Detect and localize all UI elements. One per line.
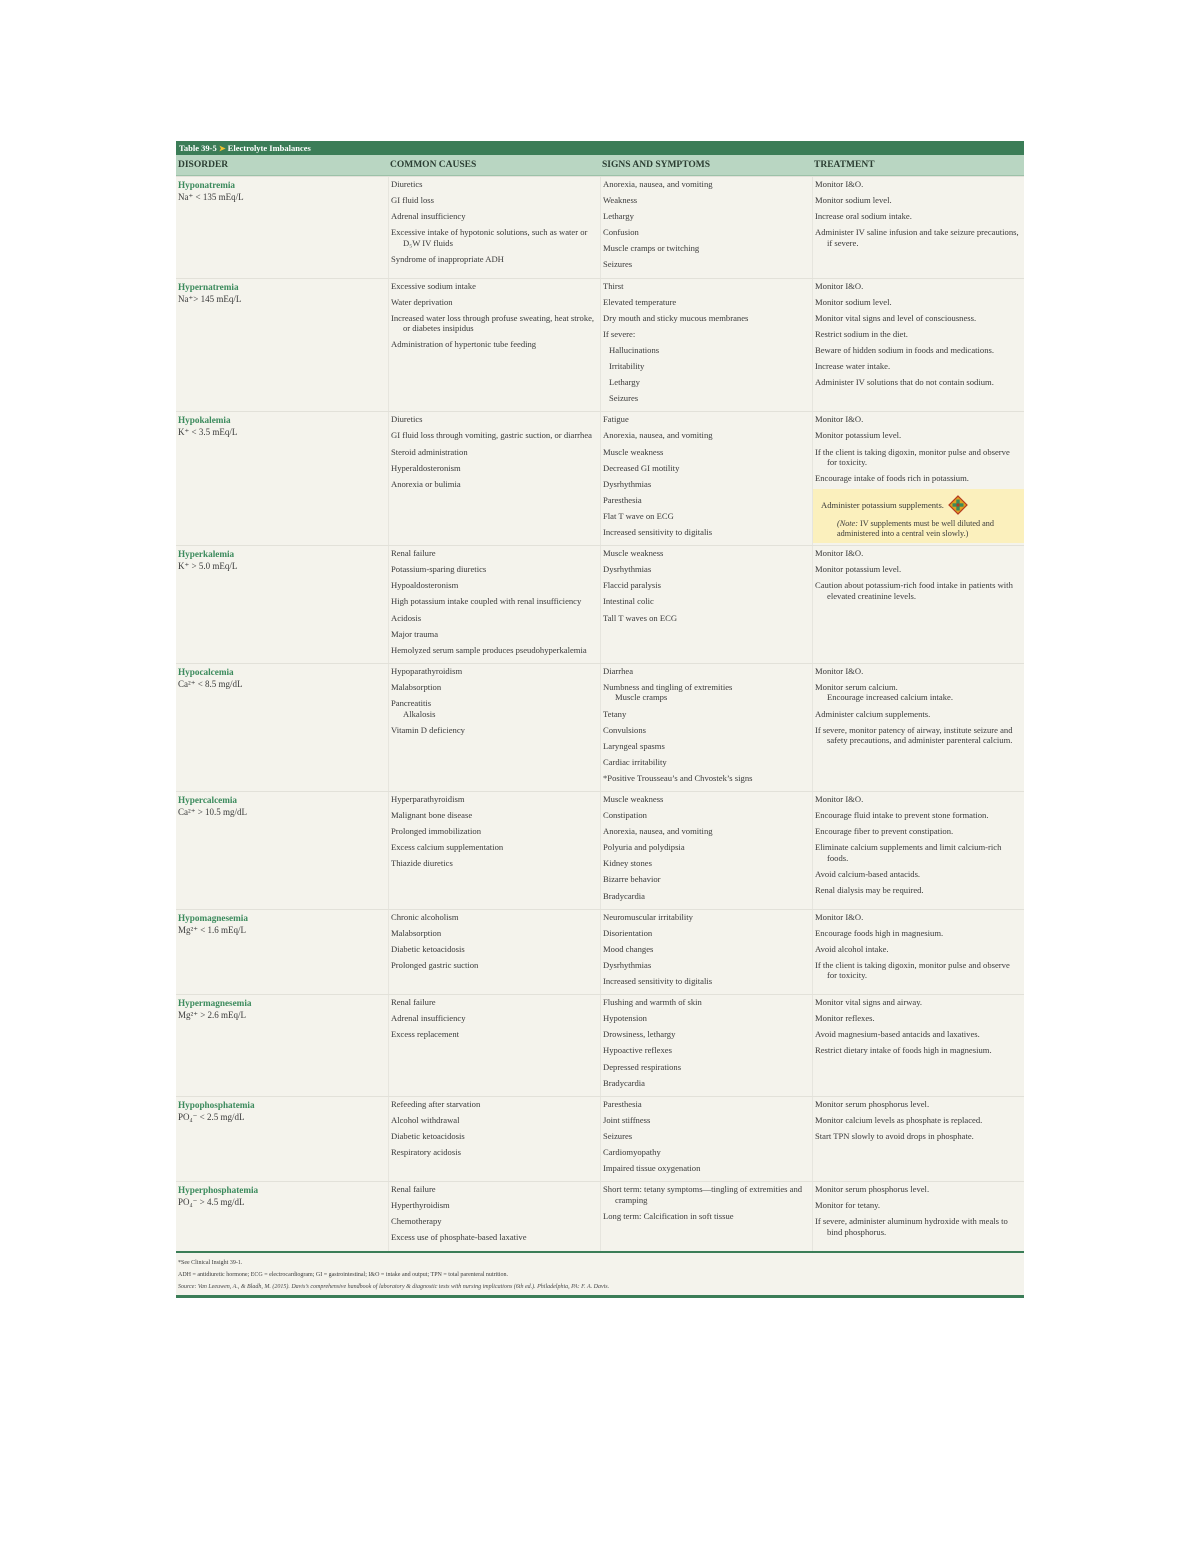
causes-cell <box>388 792 600 909</box>
treatment-cell <box>812 995 1024 1096</box>
treatment-item: Monitor I&O. <box>815 794 864 804</box>
cause-item: Potassium-sparing diuretics <box>391 564 487 575</box>
sign-item: Increased sensitivity to digitalis <box>603 526 713 537</box>
safety-highlight-box <box>813 489 1024 543</box>
table-label: Table 39-5 <box>179 143 217 153</box>
treatment-item: If severe, monitor patency of airway, institute seizure and safety precautions, and administer parenteral calcium. <box>815 724 1013 746</box>
table-row <box>176 176 1024 278</box>
treatment-cell <box>812 910 1024 994</box>
sign-item: Neuromuscular irritability <box>603 911 693 922</box>
disorder-cell <box>176 792 388 909</box>
sign-item: Confusion <box>603 227 639 238</box>
sign-item: Long term: Calcification in soft tissue <box>603 1210 734 1221</box>
sign-item: Anorexia, nausea, and vomiting <box>603 826 713 837</box>
treatment-item: Monitor I&O. <box>815 665 864 676</box>
sign-item: Paresthesia <box>603 1098 642 1109</box>
treatment-item: Monitor calcium levels as phosphate is replaced. <box>815 1114 983 1125</box>
treatment-item: Monitor I&O. <box>815 548 864 559</box>
sign-item: Bizarre behavior <box>603 874 661 885</box>
table-row <box>176 1096 1024 1181</box>
cause-item: Excess calcium supplementation <box>391 842 504 853</box>
header-treatment: TREATMENT <box>814 160 875 170</box>
cause-item: Hemolyzed serum sample produces pseudohyperkalemia <box>391 644 587 655</box>
treatment-item: Monitor for tetany. <box>815 1200 881 1211</box>
sign-item: Constipation <box>603 810 647 821</box>
table-row <box>176 411 1024 545</box>
disorder-cell <box>176 910 388 994</box>
treatment-item: Beware of hidden sodium in foods and medications. <box>815 344 995 355</box>
sign-item: Depressed respirations <box>603 1061 682 1072</box>
cause-item: GI fluid loss <box>391 195 434 206</box>
cause-item: Malabsorption <box>391 927 442 938</box>
cause-item: Hyperparathyroidism <box>391 794 465 804</box>
treatment-item: Monitor potassium level. <box>815 430 902 441</box>
treatment-item: If the client is taking digoxin, monitor pulse and observe for toxicity. <box>815 446 1010 467</box>
disorder-range: K⁺ > 5.0 mEq/L <box>178 561 238 572</box>
sign-item: Disorientation <box>603 927 653 938</box>
title-arrow-icon: ➤ <box>218 144 226 153</box>
disorder-name: Hyperkalemia <box>178 549 235 560</box>
highlight-note-text: IV supplements must be well diluted and administered into a central vein slowly.) <box>837 519 994 539</box>
cause-item: Thiazide diuretics <box>391 858 453 869</box>
cause-item: Diabetic ketoacidosis <box>391 943 465 954</box>
sign-item: Irritability <box>609 361 645 372</box>
sign-item: Seizures <box>603 259 633 270</box>
footnote: *See Clinical Insight 39-1. <box>178 1259 243 1266</box>
cause-item: Hypoparathyroidism <box>391 665 463 676</box>
cause-item: Malignant bone disease <box>391 810 473 821</box>
disorder-name: Hyperphosphatemia <box>178 1185 259 1196</box>
sign-item: Tall T waves on ECG <box>603 612 678 623</box>
treatment-item: Monitor I&O. <box>815 414 864 425</box>
abbreviations: ADH = antidiuretic hormone; ECG = electrocardiogram; GI = gastrointestinal; I&O = intake and output; TPN = total parenteral nutrition. <box>178 1271 509 1278</box>
sign-item: Muscle weakness <box>603 794 664 804</box>
sign-item: Flat T wave on ECG <box>603 510 674 521</box>
cause-item: Prolonged immobilization <box>391 826 481 837</box>
sign-item: Dysrhythmias <box>603 478 652 489</box>
cause-item: Syndrome of inappropriate ADH <box>391 253 504 264</box>
sign-item: Bradycardia <box>603 1077 645 1088</box>
treatment-item: Increase water intake. <box>815 361 891 372</box>
disorder-range: PO₄⁻ < 2.5 mg/dL <box>178 1111 245 1122</box>
cause-item: Acidosis <box>391 612 422 623</box>
disorder-name: Hypocalcemia <box>178 666 234 677</box>
sign-item: Lethargy <box>603 211 634 222</box>
signs-cell <box>600 412 812 545</box>
cause-item: Excessive intake of hypotonic solutions, such as water or D₅W IV fluids <box>391 227 588 248</box>
sign-item: *Positive Trousseau’s and Chvostek’s signs <box>603 772 753 783</box>
cause-item: Excess use of phosphate-based laxative <box>391 1232 527 1243</box>
causes-cell <box>388 279 600 412</box>
sign-item: Tetany <box>603 708 627 719</box>
treatment-item: Monitor potassium level. <box>815 564 902 575</box>
cause-item: Water deprivation <box>391 296 453 307</box>
disorder-range: Na⁺> 145 mEq/L <box>178 293 242 304</box>
treatment-item: Encourage fluid intake to prevent stone formation. <box>815 810 989 821</box>
sign-item: Bradycardia <box>603 890 645 901</box>
disorder-range: Mg²⁺ < 1.6 mEq/L <box>178 924 247 935</box>
sign-item: Seizures <box>603 1130 633 1141</box>
sign-item: Cardiomyopathy <box>603 1146 661 1157</box>
cause-item: Hyperaldosteronism <box>391 462 461 473</box>
treatment-cell <box>812 546 1024 663</box>
treatment-item: Monitor vital signs and level of consciousness. <box>815 312 977 323</box>
source-citation: Source: Van Leeuwen, A., & Bladh, M. (2015). Davis’s comprehensive handbook of laboratory & diagnostic tests with nursing implications (6th ed.). Philadelphia, PA: F. A. Davis. <box>178 1283 610 1290</box>
treatment-item: Restrict dietary intake of foods high in magnesium. <box>815 1045 992 1056</box>
disorder-name: Hypokalemia <box>178 415 231 426</box>
disorder-cell <box>176 1097 388 1181</box>
sign-item: Muscle weakness <box>603 548 664 559</box>
treatment-cell <box>812 792 1024 909</box>
cause-item: Excess replacement <box>391 1029 459 1040</box>
treatment-item: Increase oral sodium intake. <box>815 211 912 222</box>
sign-item: Intestinal colic <box>603 596 654 607</box>
treatment-cell <box>812 177 1024 278</box>
cause-item: Anorexia or bulimia <box>391 478 461 489</box>
cause-item: Prolonged gastric suction <box>391 959 479 970</box>
signs-cell <box>600 664 812 791</box>
treatment-item: Monitor serum calcium. Encourage increased calcium intake. <box>815 681 953 703</box>
treatment-cell <box>812 664 1024 791</box>
treatment-item: Monitor serum phosphorus level. <box>815 1184 930 1195</box>
treatment-item: Administer calcium supplements. <box>815 708 931 719</box>
disorder-cell <box>176 664 388 791</box>
disorder-range: Na⁺ < 135 mEq/L <box>178 192 244 202</box>
signs-cell <box>600 546 812 663</box>
cause-item: Diuretics <box>391 179 423 189</box>
cause-item: Vitamin D deficiency <box>391 724 465 735</box>
cause-item: Malabsorption <box>391 681 442 692</box>
sign-item: Weakness <box>603 195 638 206</box>
sign-item: Numbness and tingling of extremities Muscle cramps <box>603 681 733 703</box>
electrolyte-table <box>176 141 1024 1298</box>
cause-item: Respiratory acidosis <box>391 1146 461 1157</box>
sign-item: Mood changes <box>603 943 654 954</box>
cause-item: Alcohol withdrawal <box>391 1114 460 1125</box>
table-row <box>176 791 1024 909</box>
disorder-range: Mg²⁺ > 2.6 mEq/L <box>178 1010 247 1021</box>
sign-item: If severe: <box>603 328 636 339</box>
cause-item: Diabetic ketoacidosis <box>391 1130 465 1141</box>
treatment-item: Restrict sodium in the diet. <box>815 328 908 339</box>
signs-cell <box>600 910 812 994</box>
causes-cell <box>388 910 600 994</box>
cause-item: Pancreatitis Alkalosis <box>391 698 436 719</box>
treatment-item: Encourage fiber to prevent constipation. <box>815 826 954 837</box>
cause-item: Major trauma <box>391 628 439 639</box>
causes-cell <box>388 664 600 791</box>
disorder-range: Ca²⁺ < 8.5 mg/dL <box>178 678 243 689</box>
sign-item: Anorexia, nausea, and vomiting <box>603 179 713 189</box>
sign-item: Kidney stones <box>603 858 652 869</box>
treatment-item: Avoid alcohol intake. <box>815 943 889 954</box>
sign-item: Elevated temperature <box>603 296 677 307</box>
table-row <box>176 663 1024 791</box>
treatment-item: Monitor I&O. <box>815 280 864 291</box>
treatment-item: Monitor I&O. <box>815 179 864 189</box>
treatment-cell <box>812 1182 1024 1250</box>
cause-item: High potassium intake coupled with renal insufficiency <box>391 596 582 607</box>
sign-item: Anorexia, nausea, and vomiting <box>603 430 713 441</box>
causes-cell <box>388 412 600 545</box>
sign-item: Seizures <box>609 393 639 404</box>
table-row <box>176 909 1024 994</box>
causes-cell <box>388 1097 600 1181</box>
table-title-bar <box>176 141 1024 155</box>
treatment-item: Monitor reflexes. <box>815 1013 875 1024</box>
sign-item: Short term: tetany symptoms—tingling of extremities and cramping <box>603 1184 803 1205</box>
header-signs-and-symptoms: SIGNS AND SYMPTOMS <box>602 160 711 170</box>
header-common-causes: COMMON CAUSES <box>390 160 477 170</box>
disorder-cell <box>176 412 388 545</box>
cause-item: Refeeding after starvation <box>391 1098 481 1109</box>
sign-item: Decreased GI motility <box>603 462 680 473</box>
table-row <box>176 994 1024 1096</box>
causes-cell <box>388 177 600 278</box>
treatment-item: Eliminate calcium supplements and limit calcium-rich foods. <box>815 842 1002 863</box>
signs-cell <box>600 279 812 412</box>
treatment-item: Encourage foods high in magnesium. <box>815 927 944 938</box>
treatment-item: Start TPN slowly to avoid drops in phosphate. <box>815 1130 974 1141</box>
cause-item: Hyperthyroidism <box>391 1200 450 1211</box>
treatment-item: Administer IV solutions that do not contain sodium. <box>815 377 994 388</box>
table-row <box>176 1181 1024 1250</box>
treatment-item: Monitor I&O. <box>815 911 864 922</box>
cause-item: Adrenal insufficiency <box>391 211 466 222</box>
sign-item: Paresthesia <box>603 494 642 505</box>
cause-item: Chemotherapy <box>391 1216 442 1227</box>
disorder-cell <box>176 279 388 412</box>
disorder-cell <box>176 995 388 1096</box>
cause-item: Increased water loss through profuse sweating, heat stroke, or diabetes insipidus <box>391 312 595 334</box>
disorder-name: Hypernatremia <box>178 281 239 292</box>
disorder-name: Hypophosphatemia <box>178 1099 255 1110</box>
table-header-row <box>176 155 1024 176</box>
sign-item: Muscle weakness <box>603 446 664 457</box>
sign-item: Dry mouth and sticky mucous membranes <box>603 312 749 323</box>
causes-cell <box>388 546 600 663</box>
sign-item: Drowsiness, lethargy <box>603 1029 676 1040</box>
table-row <box>176 545 1024 663</box>
signs-cell <box>600 1097 812 1181</box>
disorder-name: Hypercalcemia <box>178 795 238 805</box>
disorder-cell <box>176 546 388 663</box>
treatment-item: If the client is taking digoxin, monitor pulse and observe for toxicity. <box>815 959 1010 981</box>
highlight-note-label: (Note: <box>837 519 858 529</box>
disorder-name: Hypomagnesemia <box>178 912 248 923</box>
disorder-range: K⁺ < 3.5 mEq/L <box>178 427 238 438</box>
disorder-range: Ca²⁺ > 10.5 mg/dL <box>178 807 248 817</box>
table-footer <box>176 1251 1024 1298</box>
sign-item: Dysrhythmias <box>603 564 652 575</box>
sign-item: Cardiac irritability <box>603 756 667 767</box>
treatment-item: Administer IV saline infusion and take seizure precautions, if severe. <box>815 227 1019 248</box>
sign-item: Flushing and warmth of skin <box>603 997 702 1008</box>
treatment-item: Avoid magnesium-based antacids and laxatives. <box>815 1029 980 1040</box>
header-disorder: DISORDER <box>178 160 229 170</box>
cause-item: Excessive sodium intake <box>391 280 476 291</box>
cause-item: Renal failure <box>391 548 436 559</box>
treatment-item: Avoid calcium-based antacids. <box>815 868 921 879</box>
signs-cell <box>600 792 812 909</box>
sign-item: Hypotension <box>603 1013 647 1024</box>
disorder-cell <box>176 1182 388 1250</box>
treatment-cell <box>812 412 1024 545</box>
sign-item: Diarrhea <box>603 665 634 676</box>
treatment-cell <box>812 279 1024 412</box>
cause-item: GI fluid loss through vomiting, gastric suction, or diarrhea <box>391 430 592 441</box>
cause-item: Adrenal insufficiency <box>391 1013 466 1024</box>
disorder-range: PO₄⁻ > 4.5 mg/dL <box>178 1197 245 1208</box>
signs-cell <box>600 177 812 278</box>
treatment-item: If severe, administer aluminum hydroxide with meals to bind phosphorus. <box>815 1216 1008 1237</box>
table-title: Electrolyte Imbalances <box>227 143 311 153</box>
cause-item: Diuretics <box>391 414 423 425</box>
disorder-name: Hypermagnesemia <box>178 998 252 1009</box>
treatment-item: Monitor vital signs and airway. <box>815 997 923 1008</box>
sign-item: Fatigue <box>603 414 629 425</box>
sign-item: Thirst <box>603 280 624 291</box>
treatment-item: Monitor serum phosphorus level. <box>815 1098 930 1109</box>
table-body <box>176 176 1024 1251</box>
sign-item: Joint stiffness <box>603 1114 651 1125</box>
sign-item: Polyuria and polydipsia <box>603 842 685 853</box>
treatment-item: Caution about potassium-rich food intake in patients with elevated creatinine levels. <box>815 580 1013 601</box>
sign-item: Hypoactive reflexes <box>603 1045 672 1056</box>
treatment-item: Monitor sodium level. <box>815 195 892 206</box>
signs-cell <box>600 1182 812 1250</box>
cause-item: Renal failure <box>391 997 436 1008</box>
disorder-cell <box>176 177 388 278</box>
sign-item: Impaired tissue oxygenation <box>603 1163 701 1174</box>
treatment-item: Monitor sodium level. <box>815 296 892 307</box>
signs-cell <box>600 995 812 1096</box>
cause-item: Administration of hypertonic tube feeding <box>391 339 537 350</box>
sign-item: Flaccid paralysis <box>603 580 661 591</box>
cause-item: Chronic alcoholism <box>391 911 459 922</box>
sign-item: Increased sensitivity to digitalis <box>603 976 713 987</box>
sign-item: Laryngeal spasms <box>603 740 665 751</box>
sign-item: Hallucinations <box>609 344 660 355</box>
treatment-cell <box>812 1097 1024 1181</box>
sign-item: Dysrhythmias <box>603 959 652 970</box>
sign-item: Lethargy <box>609 377 640 388</box>
table-row <box>176 278 1024 412</box>
treatment-item: Encourage intake of foods rich in potassium. <box>815 473 969 484</box>
cause-item: Hypoaldosteronism <box>391 580 459 591</box>
causes-cell <box>388 1182 600 1250</box>
sign-item: Convulsions <box>603 724 646 735</box>
safety-alert-icon <box>948 495 968 515</box>
cause-item: Steroid administration <box>391 446 468 457</box>
highlight-main-text: Administer potassium supplements. <box>821 500 944 511</box>
sign-item: Muscle cramps or twitching <box>603 243 700 254</box>
disorder-name: Hyponatremia <box>178 180 235 190</box>
causes-cell <box>388 995 600 1096</box>
treatment-item: Renal dialysis may be required. <box>815 884 924 895</box>
cause-item: Renal failure <box>391 1184 436 1195</box>
